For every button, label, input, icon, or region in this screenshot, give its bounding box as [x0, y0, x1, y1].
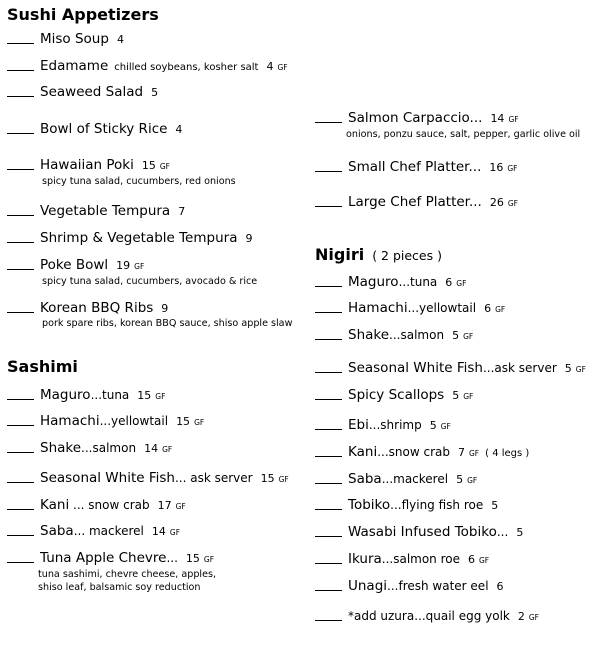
item-price: 2	[517, 610, 525, 623]
checkbox-line	[7, 425, 34, 426]
item-price: 5	[516, 526, 524, 539]
item-price: 15	[176, 415, 191, 428]
item-description: onions, ponzu sauce, salt, pepper, garlic olive oil	[346, 129, 581, 140]
checkbox-line	[315, 286, 342, 287]
menu-item	[315, 608, 539, 626]
item-detail: chilled soybeans, kosher salt	[114, 62, 259, 73]
item-name: Large Chef Platter...	[348, 194, 482, 210]
item-name: Seasonal White Fish	[40, 470, 175, 486]
item-price: 5	[151, 86, 159, 99]
gluten-free-badge: GF	[575, 365, 586, 374]
item-subname: ...	[166, 551, 178, 565]
item-name: Tuna Apple Chevre	[40, 550, 167, 566]
item-name: *add uzura	[348, 609, 415, 623]
item-price: 6	[496, 580, 504, 593]
gluten-free-badge: GF	[159, 162, 170, 171]
menu-item	[7, 203, 185, 220]
item-name: Saba	[40, 523, 74, 539]
item-subname: ...ask server	[482, 361, 557, 375]
item-subname: ... snow crab	[69, 498, 150, 512]
item-price: 7	[457, 446, 465, 459]
item-extra: ( 4 legs )	[485, 448, 530, 459]
item-subname: ...snow crab	[377, 445, 450, 459]
item-price: 17	[157, 499, 172, 512]
menu-item	[315, 194, 518, 212]
item-name: Maguro	[348, 274, 399, 290]
menu-item	[315, 497, 498, 514]
item-name: Shrimp & Vegetable Tempura	[40, 230, 238, 246]
nigiri-title: Nigiri	[315, 245, 365, 264]
checkbox-line	[7, 43, 34, 44]
item-description: tuna sashimi, chevre cheese, apples,	[38, 569, 217, 580]
checkbox-line	[315, 590, 342, 591]
gluten-free-badge: GF	[169, 528, 181, 537]
gluten-free-badge: GF	[203, 555, 215, 564]
menu-item	[315, 387, 473, 405]
menu-item	[7, 387, 165, 405]
gluten-free-badge: GF	[194, 418, 205, 427]
gluten-free-badge: GF	[463, 392, 474, 401]
item-name: Salmon Carpaccio...	[348, 110, 483, 126]
item-price: 4	[116, 33, 124, 46]
checkbox-line	[7, 562, 34, 563]
item-name: Hamachi	[348, 300, 408, 316]
checkbox-line	[7, 509, 34, 510]
gluten-free-badge: GF	[507, 164, 518, 173]
item-price: 5	[429, 419, 437, 432]
menu-item	[7, 157, 236, 188]
item-subname: ...fresh water eel	[387, 579, 489, 593]
item-price: 4	[266, 60, 274, 73]
item-subname: ...flying fish roe	[390, 498, 484, 512]
gluten-free-badge: GF	[456, 279, 467, 288]
gluten-free-badge: GF	[277, 63, 288, 72]
menu-item	[315, 360, 586, 378]
menu-item	[7, 550, 216, 594]
item-price: 5	[452, 389, 460, 402]
item-name: Tobiko	[348, 497, 391, 513]
menu-item	[7, 121, 182, 138]
item-price: 16	[489, 161, 504, 174]
item-subname: ... mackerel	[73, 524, 144, 538]
item-price: 15	[185, 552, 200, 565]
item-subname: ...tuna	[398, 275, 438, 289]
menu-item	[315, 578, 504, 595]
checkbox-line	[315, 429, 342, 430]
gluten-free-badge: GF	[440, 422, 451, 431]
item-price: 14	[151, 525, 166, 538]
menu-item	[315, 274, 466, 292]
item-name: Wasabi Infused Tobiko	[348, 524, 497, 540]
checkbox-line	[7, 312, 34, 313]
appetizers-heading: Sushi Appetizers	[7, 5, 159, 24]
item-subname: ...tuna	[90, 388, 130, 402]
item-price: 7	[178, 205, 186, 218]
checkbox-line	[7, 269, 34, 270]
item-name: Shake	[40, 440, 82, 456]
item-price: 5	[452, 329, 460, 342]
checkbox-line	[315, 122, 342, 123]
item-name: Shake	[348, 327, 390, 343]
item-subname: ...salmon roe	[381, 552, 460, 566]
menu-item	[315, 417, 451, 435]
item-price: 15	[260, 472, 275, 485]
gluten-free-badge: GF	[508, 115, 519, 124]
item-price: 26	[489, 196, 504, 209]
item-description: spicy tuna salad, cucumbers, avocado & rice	[42, 276, 258, 287]
item-price: 9	[245, 232, 253, 245]
item-description: spicy tuna salad, cucumbers, red onions	[42, 176, 236, 187]
menu-item	[315, 300, 505, 318]
item-subname: ...	[496, 525, 509, 539]
menu-item	[7, 440, 172, 458]
checkbox-line	[7, 242, 34, 243]
gluten-free-badge: GF	[479, 556, 490, 565]
menu-item	[7, 58, 288, 76]
item-name: Ikura	[348, 551, 382, 567]
menu-item	[7, 523, 180, 541]
item-name: Kani	[40, 497, 70, 513]
item-subname: ...yellowtail	[407, 301, 477, 315]
nigiri-heading	[315, 245, 442, 264]
item-name: Hamachi	[40, 413, 100, 429]
item-price: 14	[144, 442, 159, 455]
checkbox-line	[315, 620, 342, 621]
menu-item	[315, 444, 529, 462]
checkbox-line	[7, 399, 34, 400]
item-subname: ...yellowtail	[99, 414, 169, 428]
item-price: 5	[564, 362, 572, 375]
checkbox-line	[315, 171, 342, 172]
item-price: 5	[491, 499, 499, 512]
gluten-free-badge: GF	[467, 476, 478, 485]
item-name: Edamame	[40, 58, 109, 74]
item-subname: ...salmon	[81, 441, 137, 455]
item-subname: ...mackerel	[381, 472, 449, 486]
item-name: Hawaiian Poki	[40, 157, 134, 173]
menu-item	[7, 230, 252, 247]
item-name: Seaweed Salad	[40, 84, 144, 100]
checkbox-line	[7, 215, 34, 216]
item-price: 4	[175, 123, 183, 136]
item-price: 14	[490, 112, 505, 125]
checkbox-line	[7, 169, 34, 170]
item-subname: ... ask server	[174, 471, 253, 485]
checkbox-line	[315, 456, 342, 457]
item-name: Korean BBQ Ribs	[40, 300, 154, 316]
item-price: 6	[468, 553, 475, 566]
checkbox-line	[315, 399, 342, 400]
checkbox-line	[315, 372, 342, 373]
menu-item	[315, 327, 473, 345]
item-name: Ebi	[348, 417, 369, 433]
menu-item	[7, 84, 158, 101]
item-subname: ...quail egg yolk	[414, 609, 510, 623]
item-price: 19	[116, 259, 131, 272]
gluten-free-badge: GF	[175, 502, 186, 511]
menu-item	[315, 551, 489, 569]
menu-item	[7, 413, 204, 431]
item-name: Miso Soup	[40, 31, 109, 47]
checkbox-line	[315, 536, 342, 537]
item-description: pork spare ribs, korean BBQ sauce, shiso apple slaw	[42, 318, 293, 329]
gluten-free-badge: GF	[495, 305, 506, 314]
item-name: Saba	[348, 471, 382, 487]
menu-item	[7, 497, 186, 515]
sashimi-heading: Sashimi	[7, 357, 78, 376]
gluten-free-badge: GF	[528, 613, 540, 622]
item-price: 5	[456, 473, 464, 486]
item-subname: ...salmon	[389, 328, 445, 342]
gluten-free-badge: GF	[468, 449, 480, 458]
checkbox-line	[7, 452, 34, 453]
gluten-free-badge: GF	[134, 262, 145, 271]
menu-item	[315, 159, 518, 177]
checkbox-line	[315, 563, 342, 564]
gluten-free-badge: GF	[155, 392, 166, 401]
item-name: Bowl of Sticky Rice	[40, 121, 168, 137]
gluten-free-badge: GF	[278, 475, 289, 484]
menu-item	[7, 257, 257, 288]
menu-item	[7, 300, 292, 330]
item-name: Maguro	[40, 387, 91, 403]
item-name: Seasonal White Fish	[348, 360, 483, 376]
menu-item	[315, 110, 580, 141]
checkbox-line	[7, 535, 34, 536]
item-name: Kani	[348, 444, 378, 460]
checkbox-line	[7, 96, 34, 97]
menu-item	[7, 470, 289, 488]
item-name: Small Chef Platter...	[348, 159, 482, 175]
nigiri-subtitle: ( 2 pieces )	[372, 248, 442, 263]
checkbox-line	[7, 133, 34, 134]
gluten-free-badge: GF	[162, 445, 173, 454]
checkbox-line	[7, 70, 34, 71]
item-price: 15	[141, 159, 156, 172]
checkbox-line	[315, 509, 342, 510]
gluten-free-badge: GF	[463, 332, 474, 341]
item-price: 9	[161, 302, 169, 315]
menu-item	[7, 31, 124, 48]
item-price: 15	[137, 389, 152, 402]
checkbox-line	[315, 206, 342, 207]
item-name: Vegetable Tempura	[40, 203, 171, 219]
gluten-free-badge: GF	[507, 199, 518, 208]
item-price: 6	[445, 276, 453, 289]
item-name: Unagi	[348, 578, 388, 594]
item-name: Spicy Scallops	[348, 387, 445, 403]
checkbox-line	[315, 312, 342, 313]
menu-item	[315, 471, 477, 489]
checkbox-line	[315, 339, 342, 340]
checkbox-line	[315, 483, 342, 484]
menu-item	[315, 524, 523, 541]
item-subname: ...shrimp	[368, 418, 422, 432]
item-name: Poke Bowl	[40, 257, 109, 273]
item-description: shiso leaf, balsamic soy reduction	[38, 582, 201, 593]
checkbox-line	[7, 482, 34, 483]
item-price: 6	[484, 302, 492, 315]
